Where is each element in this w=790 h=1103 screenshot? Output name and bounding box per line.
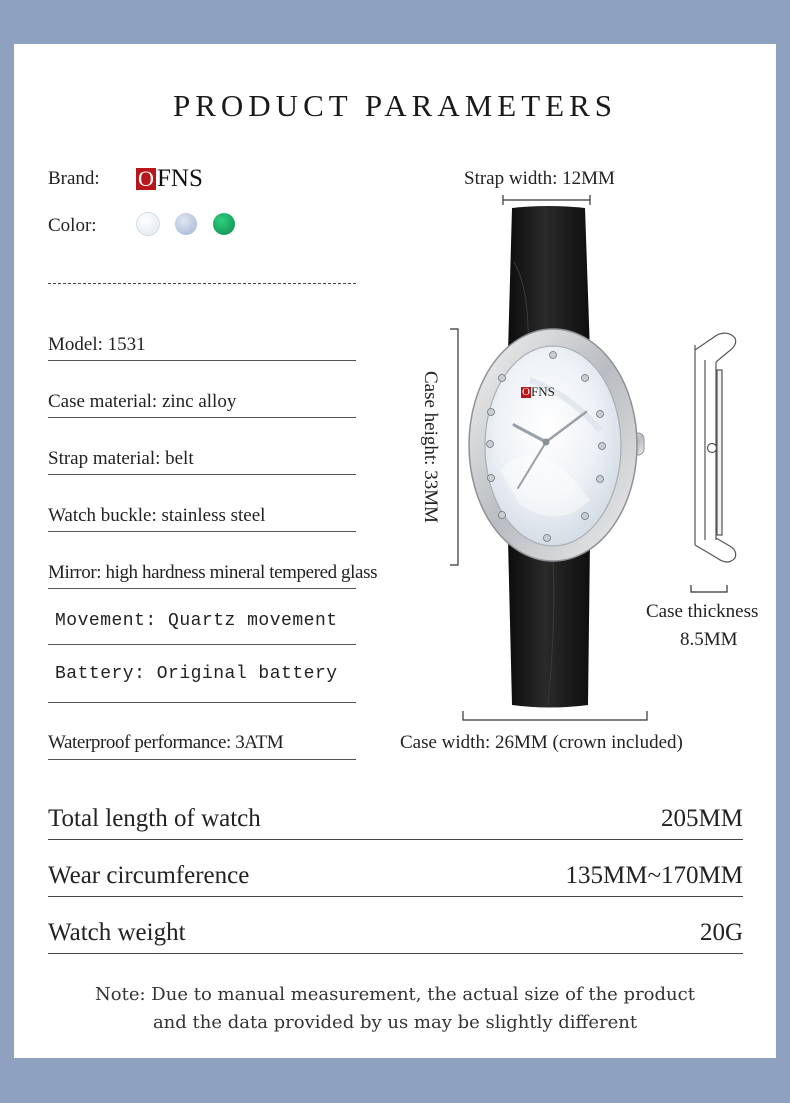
case-thickness-label: Case thickness bbox=[646, 601, 759, 622]
note-line-1: Note: Due to manual measurement, the actual size of the product bbox=[95, 984, 695, 1005]
spec-mirror: Mirror: high hardness mineral tempered glass bbox=[48, 562, 378, 583]
spec-strap-material: Strap material: belt bbox=[48, 448, 194, 469]
case-width-label: Case width: 26MM (crown included) bbox=[400, 732, 683, 753]
strap-width-label: Strap width: 12MM bbox=[464, 168, 615, 189]
spec-movement: Movement: Quartz movement bbox=[55, 611, 338, 631]
spec-waterproof: Waterproof performance: 3ATM bbox=[48, 732, 284, 753]
brand-logo-text: FNS bbox=[157, 165, 203, 192]
brand-label: Brand: bbox=[48, 168, 100, 189]
brand-logo-initial: O bbox=[136, 168, 156, 190]
measurement-row bbox=[48, 919, 743, 947]
color-label: Color: bbox=[48, 215, 97, 236]
strap-bottom bbox=[508, 540, 590, 708]
dial-logo-text: FNS bbox=[531, 384, 555, 399]
measurement-value: 20G bbox=[699, 919, 743, 946]
case-height-bracket bbox=[450, 329, 458, 565]
spec-model: Model: 1531 bbox=[48, 334, 146, 355]
strap-width-bracket bbox=[503, 195, 590, 205]
measurement-value: 135MM~170MM bbox=[565, 862, 743, 889]
dial-logo-initial: O bbox=[522, 385, 530, 398]
case-height-label: Case height: 33MM bbox=[420, 371, 441, 523]
measurement-label: Watch weight bbox=[48, 919, 186, 946]
case-thickness-value: 8.5MM bbox=[680, 629, 738, 650]
divider bbox=[48, 896, 743, 897]
divider bbox=[48, 953, 743, 954]
divider bbox=[48, 839, 743, 840]
page-title: PRODUCT PARAMETERS bbox=[172, 88, 618, 123]
hand-pivot bbox=[543, 439, 550, 446]
spec-case-material: Case material: zinc alloy bbox=[48, 391, 237, 412]
dial-logo bbox=[521, 384, 555, 400]
measurement-row bbox=[48, 805, 743, 833]
measurement-value: 205MM bbox=[661, 805, 743, 832]
case-width-bracket bbox=[463, 711, 647, 720]
measurement-label: Wear circumference bbox=[48, 862, 250, 889]
spec-watch-buckle: Watch buckle: stainless steel bbox=[48, 505, 266, 526]
case-thickness-bracket bbox=[691, 585, 727, 592]
measurement-row bbox=[48, 862, 743, 890]
note-line-2: and the data provided by us may be slightly different bbox=[152, 1012, 638, 1033]
watch-side-profile bbox=[695, 333, 736, 562]
spec-battery: Battery: Original battery bbox=[55, 664, 338, 684]
measurement-label: Total length of watch bbox=[48, 805, 261, 832]
